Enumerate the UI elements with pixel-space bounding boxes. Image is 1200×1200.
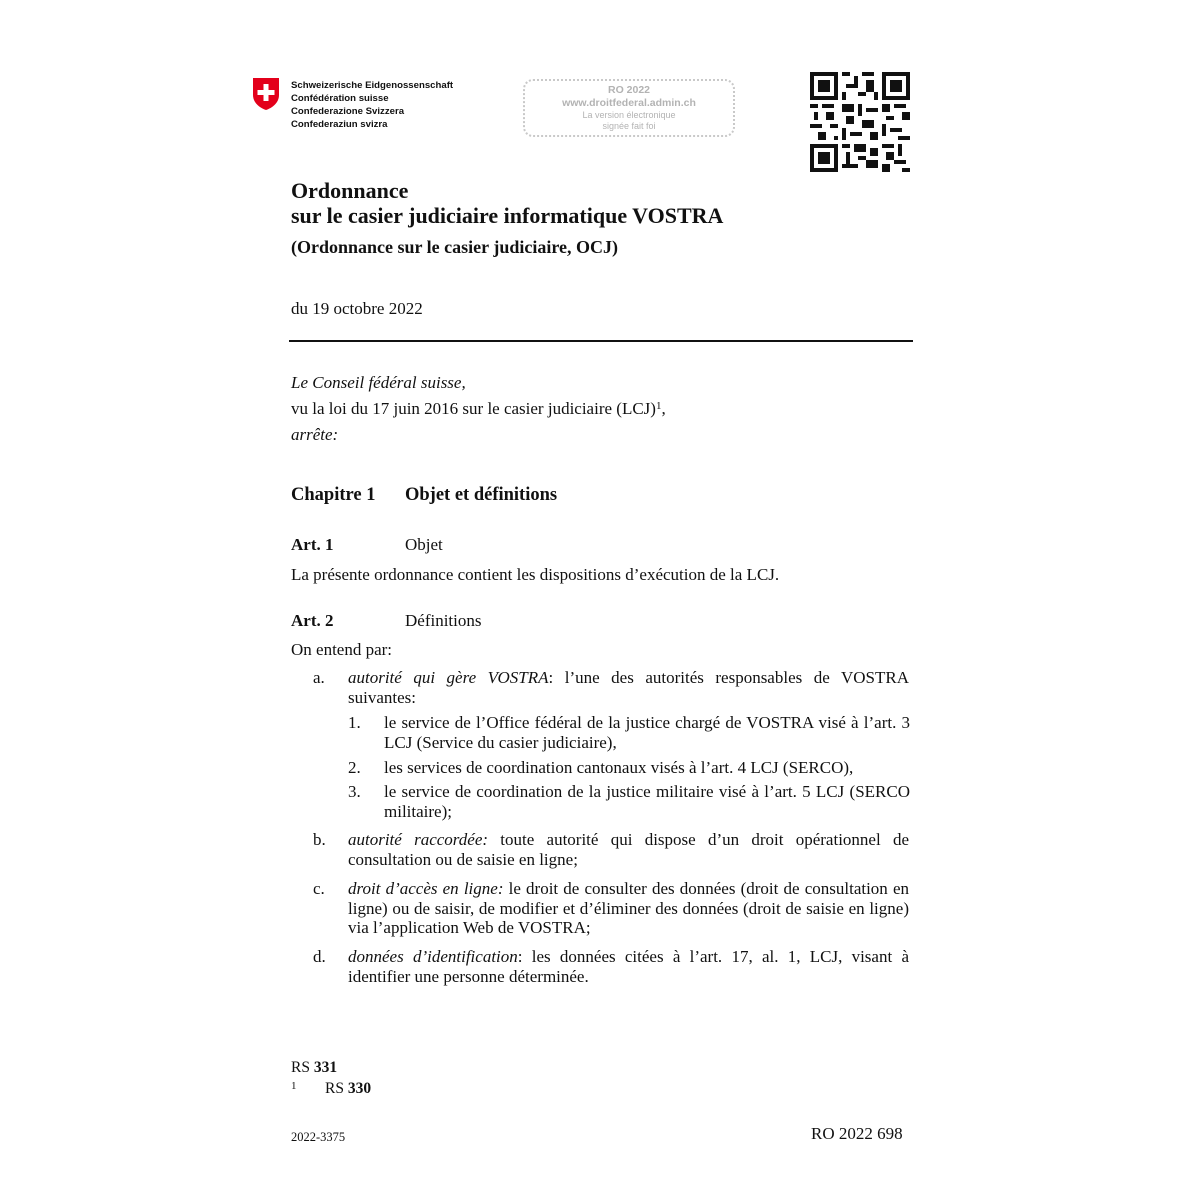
definition-text: toute autorité qui dispose d’un droit opérationnel de consultation ou de saisie en ligne; — [348, 830, 909, 869]
confederation-names — [291, 79, 453, 131]
chapter-number: Chapitre 1 — [291, 485, 376, 505]
footnote-number: 1 — [291, 1080, 297, 1092]
rs-number: 331 — [313, 1059, 338, 1076]
confederation-name-de: Schweizerische Eidgenossenschaft — [291, 80, 454, 91]
definition-term: données d’identification — [348, 947, 518, 966]
document-title — [291, 178, 723, 228]
definition-term: droit d’accès en ligne: — [348, 879, 504, 898]
definition-term: autorité qui gère VOSTRA — [348, 668, 549, 687]
article-1-title: Objet — [405, 535, 443, 554]
preamble-legal-basis-text: vu la loi du 17 juin 2016 sur le casier judiciaire (LCJ) — [291, 399, 656, 418]
article-2-heading — [291, 611, 482, 631]
preamble-authority: Le Conseil fédéral suisse, — [291, 373, 466, 392]
article-2-intro: On entend par: — [291, 640, 393, 659]
article-2-title: Définitions — [405, 611, 482, 630]
systematic-collection-number — [291, 1059, 337, 1077]
preamble-decrees: arrête: — [291, 425, 339, 444]
official-compilation-reference: RO 2022 698 — [811, 1124, 903, 1143]
stamp-line-4: signée fait foi — [602, 121, 656, 131]
sub-item-label: 2. — [348, 758, 361, 777]
definition-text: le droit de consulter des données (droit de consultation en ligne) ou de saisir, de modifier et d’éliminer des données (droit de saisie en ligne) via l’application Web de VOSTRA; — [348, 879, 910, 937]
preamble-legal-basis — [291, 398, 666, 419]
article-1-number: Art. 1 — [291, 535, 334, 554]
document-number: 2022-3375 — [291, 1130, 346, 1144]
confederation-name-it: Confederazione Svizzera — [291, 106, 405, 117]
footnote-ref-1[interactable]: 1 — [655, 400, 662, 412]
definition-text: : l’une des autorités responsables de VOSTRA suivantes: — [348, 668, 909, 707]
list-item — [348, 830, 909, 869]
list-item — [348, 947, 909, 986]
official-publication-stamp — [523, 79, 735, 137]
article-1-text: La présente ordonnance contient les dispositions d’exécution de la LCJ. — [291, 565, 780, 584]
footnote-prefix: RS — [325, 1080, 344, 1097]
list-item-label: b. — [313, 830, 326, 849]
list-item-label: d. — [313, 947, 326, 966]
list-item-label: c. — [313, 879, 325, 898]
swiss-coat-of-arms-icon — [252, 77, 280, 111]
footnote-rs-number: 330 — [347, 1080, 372, 1097]
preamble-legal-basis-end: , — [661, 399, 666, 418]
article-2-number: Art. 2 — [291, 611, 334, 630]
stamp-line-3: La version électronique — [582, 110, 676, 120]
stamp-line-1: RO 2022 — [607, 84, 651, 96]
footnote-1 — [291, 1080, 371, 1098]
document-date: du 19 octobre 2022 — [291, 299, 423, 318]
title-line-2: sur le casier judiciaire informatique VOSTRA — [291, 203, 724, 228]
list-item — [348, 668, 909, 707]
chapter-title: Objet et définitions — [405, 485, 558, 505]
definition-term: autorité raccordée: — [348, 830, 489, 849]
rs-prefix: RS — [291, 1059, 310, 1076]
sub-item-label: 3. — [348, 782, 361, 801]
list-item-label: a. — [313, 668, 325, 687]
qr-code-icon[interactable] — [810, 72, 910, 172]
definition-text: : les données citées à l’art. 17, al. 1, LCJ, visant à identifier une personne déterminée. — [348, 947, 909, 986]
sub-item: le service de coordination de la justice militaire visé à l’art. 5 LCJ (SERCO militaire); — [384, 782, 910, 821]
confederation-name-rm: Confederaziun svizra — [291, 119, 388, 130]
list-item — [348, 879, 909, 938]
article-1-heading — [291, 535, 443, 555]
title-divider — [289, 340, 913, 342]
chapter-heading — [291, 485, 557, 506]
sub-item: le service de l’Office fédéral de la justice chargé de VOSTRA visé à l’art. 3 LCJ (Service du casier judiciaire), — [384, 713, 910, 752]
document-subtitle: (Ordonnance sur le casier judiciaire, OCJ) — [291, 237, 618, 257]
title-line-1: Ordonnance — [291, 178, 409, 203]
sub-item-label: 1. — [348, 713, 361, 732]
confederation-name-fr: Confédération suisse — [291, 93, 389, 104]
sub-item: les services de coordination cantonaux visés à l’art. 4 LCJ (SERCO), — [384, 758, 854, 777]
stamp-line-2: www.droitfederal.admin.ch — [562, 97, 696, 109]
